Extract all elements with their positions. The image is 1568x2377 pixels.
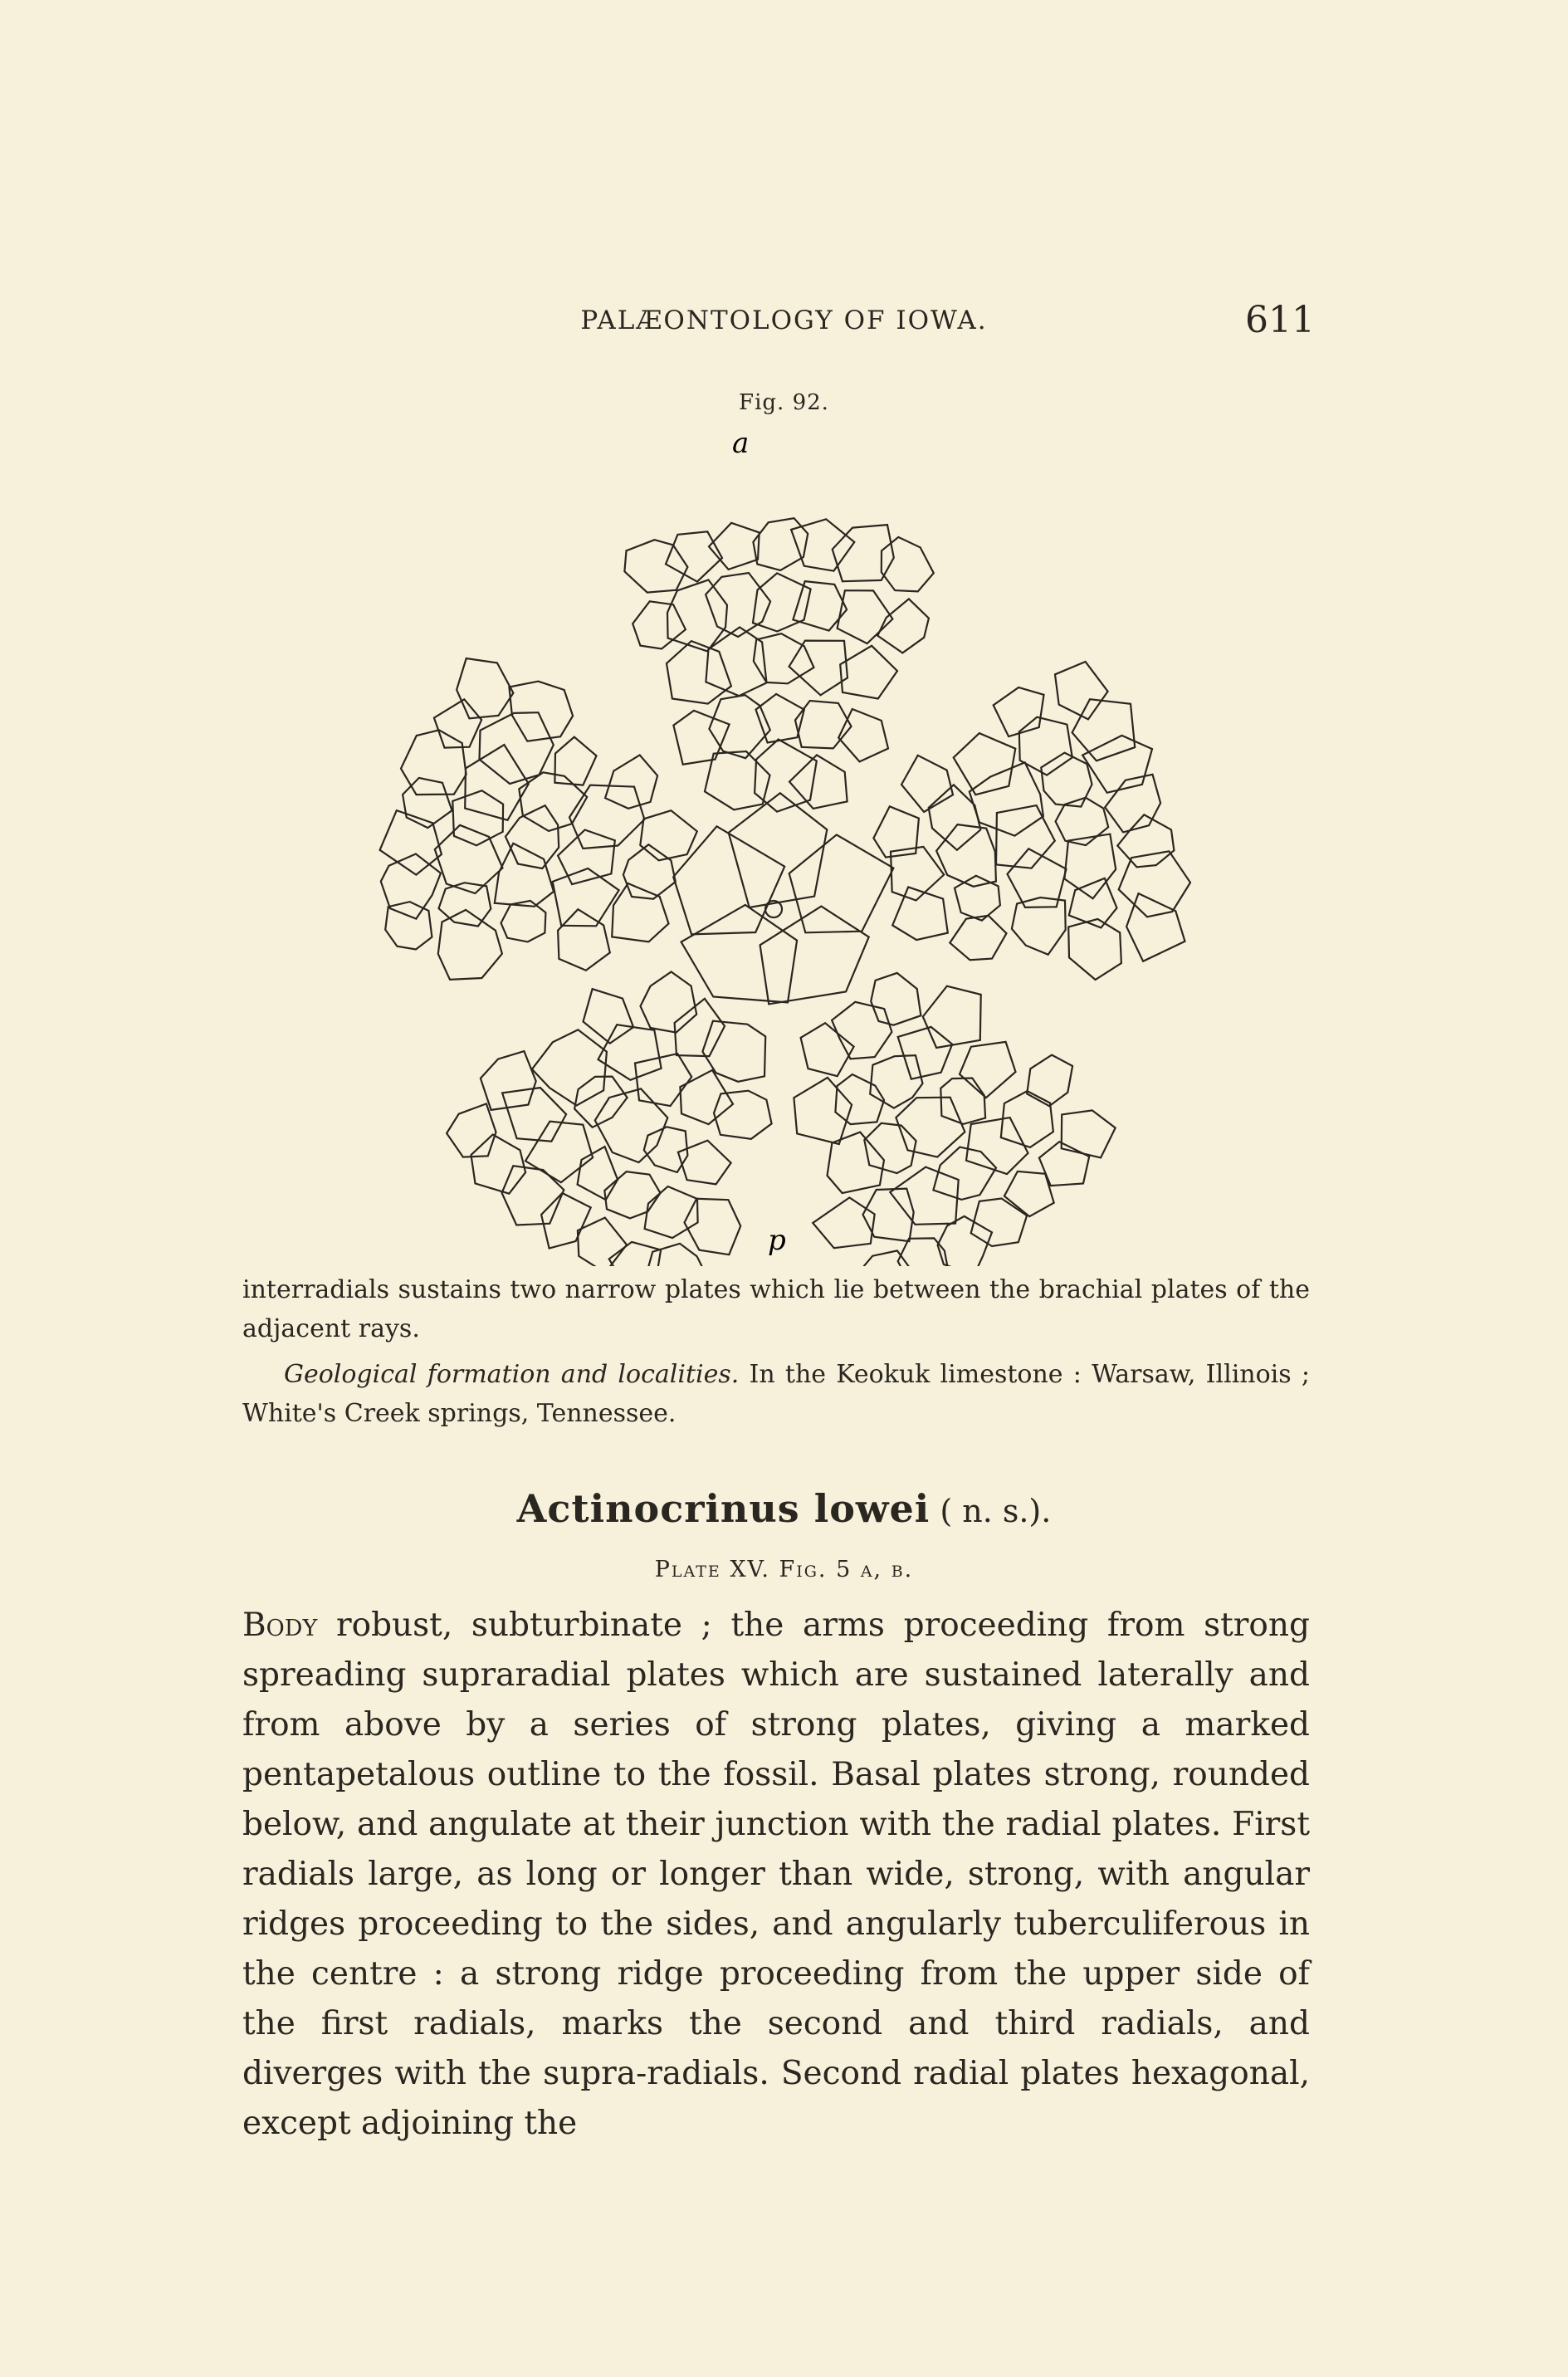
plate-outline — [1119, 851, 1190, 917]
plate-outline — [519, 772, 587, 831]
plate-outline — [729, 793, 828, 907]
plate-outline — [873, 806, 919, 857]
plate-outline — [681, 905, 798, 1003]
plate-outline — [525, 1122, 593, 1183]
plate-outline — [795, 701, 852, 748]
localities-heading: Geological formation and localities. — [284, 1360, 740, 1389]
plate-outline — [532, 1030, 607, 1105]
plate-outline — [835, 1074, 884, 1124]
plate-outline — [438, 910, 502, 980]
plate-outline — [1004, 1171, 1054, 1216]
plate-outline — [1117, 814, 1174, 867]
plate-outline — [1068, 919, 1121, 980]
caption-paragraph: interradials sustains two narrow plates which lie between the brachial plates of the adjacent rays. — [242, 1275, 1310, 1343]
species-suffix: ( n. s.). — [930, 1493, 1052, 1529]
plate-outline — [1001, 1091, 1053, 1147]
plate-outline — [666, 531, 722, 581]
plate-outline — [828, 1132, 885, 1193]
plate-outline — [578, 1218, 627, 1266]
plate-outline — [863, 1189, 914, 1242]
plate-outline — [789, 834, 894, 932]
plate-outline — [509, 682, 573, 741]
plate-outline — [640, 810, 697, 860]
plate-outline — [465, 745, 529, 820]
description-text: robust, subturbinate ; the arms proceeding from strong spreading supraradial plates which are sustained laterally and from above by a series of strong plates, giving a marked pentapetalous outline to the fossil. Basal plates strong, rounded below, and angulate at their junction with the radial plates. First radials large, as long or longer than wide, strong, with angular ridges proceeding to the sides, and angularly tuberculiferous in the centre : a strong ridge proceeding from the upper side of the first radials, marks the second and third radials, and diverges with the supra-radials. Second radial plates hexagonal, except adjoining the — [242, 1607, 1310, 2142]
plate-outline — [960, 1042, 1016, 1098]
description-paragraph — [242, 1601, 1310, 2149]
plate-outline — [501, 901, 546, 942]
plate-outline — [452, 790, 503, 845]
plate-outline — [954, 733, 1016, 795]
plate-outline — [685, 1199, 741, 1255]
plate-outline — [706, 627, 766, 696]
plate-outline — [871, 973, 921, 1025]
plate-outline — [840, 646, 897, 699]
plate-outline — [644, 1127, 688, 1172]
plate-outline — [714, 1091, 772, 1139]
plate-outline — [896, 1098, 965, 1157]
plate-outline — [898, 1027, 953, 1079]
plate-outline — [447, 1103, 496, 1157]
localities-paragraph — [242, 1355, 1310, 1433]
figure-label-a: a — [732, 427, 750, 460]
plate-outline — [789, 755, 848, 809]
plate-outline — [1055, 662, 1108, 719]
plate-outline — [558, 909, 610, 971]
plate-outline — [471, 1135, 526, 1194]
plate-outline — [481, 1051, 536, 1110]
description-lead: Body — [242, 1607, 318, 1644]
plate-outline — [1062, 1110, 1116, 1157]
plate-outline — [502, 1088, 566, 1142]
plate-outline — [760, 907, 869, 1005]
plate-outline — [1105, 775, 1160, 833]
running-head: PALÆONTOLOGY OF IOWA. — [580, 306, 988, 335]
plate-outline — [789, 641, 848, 696]
plate-outline — [673, 826, 784, 934]
plate-outline — [609, 1242, 661, 1266]
plate-outline — [667, 641, 731, 704]
plate-outline — [838, 590, 893, 643]
plate-outline — [864, 1123, 916, 1173]
plate-outline — [1072, 699, 1136, 761]
page-number: 611 — [1245, 299, 1315, 341]
plate-outline — [578, 1147, 618, 1200]
plate-outline — [1082, 736, 1152, 793]
localities-text: In the Keokuk limestone : Warsaw, Illinois ; White's Creek springs, Tennessee. — [242, 1360, 1310, 1428]
plate-outline — [832, 1002, 891, 1059]
plate-outline — [541, 1193, 591, 1249]
plate-reference: Plate XV. Fig. 5 a, b. — [654, 1557, 914, 1582]
crinoid-plate-diagram — [349, 419, 1220, 1266]
plate-outline — [502, 1166, 564, 1225]
plate-outline — [457, 658, 513, 718]
plate-outline — [929, 785, 981, 850]
plate-outline — [624, 540, 687, 592]
plate-outline — [901, 756, 953, 812]
plate-outline — [833, 525, 894, 581]
plate-outline — [753, 518, 808, 570]
species-name: Actinocrinus lowei — [516, 1486, 931, 1531]
plate-outline — [495, 844, 554, 907]
plate-outline — [970, 762, 1043, 835]
plate-outline — [612, 883, 668, 942]
figure-label: Fig. 92. — [739, 390, 829, 415]
plate-outline — [553, 868, 619, 926]
plate-outline — [604, 1171, 660, 1218]
plate-outline — [940, 1078, 985, 1124]
plate-outline — [794, 1078, 852, 1144]
plate-outline — [791, 519, 854, 570]
plate-outline — [401, 730, 466, 795]
plate-outline — [554, 737, 596, 785]
plate-outline — [506, 805, 559, 868]
plate-outline — [971, 1199, 1027, 1247]
plate-outline — [1126, 893, 1185, 961]
figure-label-p: p — [768, 1224, 786, 1257]
plate-outline — [680, 1070, 733, 1124]
plate-outline — [950, 916, 1006, 960]
plate-outline — [635, 1054, 691, 1106]
plate-outline — [605, 755, 657, 808]
plate-outline — [381, 854, 441, 919]
plate-outline — [813, 1197, 874, 1248]
plate-outline — [1027, 1055, 1072, 1107]
plate-outline — [859, 1250, 912, 1266]
plate-outline — [936, 824, 996, 887]
plate-outline — [706, 573, 770, 637]
plate-outline — [923, 986, 981, 1048]
plate-outline — [994, 687, 1044, 736]
plate-outline — [966, 1118, 1028, 1174]
plate-outline — [641, 972, 697, 1033]
plate-outline — [673, 711, 729, 765]
species-heading — [0, 1486, 1568, 1531]
plate-outline — [645, 1244, 712, 1266]
plate-outline — [584, 989, 634, 1043]
